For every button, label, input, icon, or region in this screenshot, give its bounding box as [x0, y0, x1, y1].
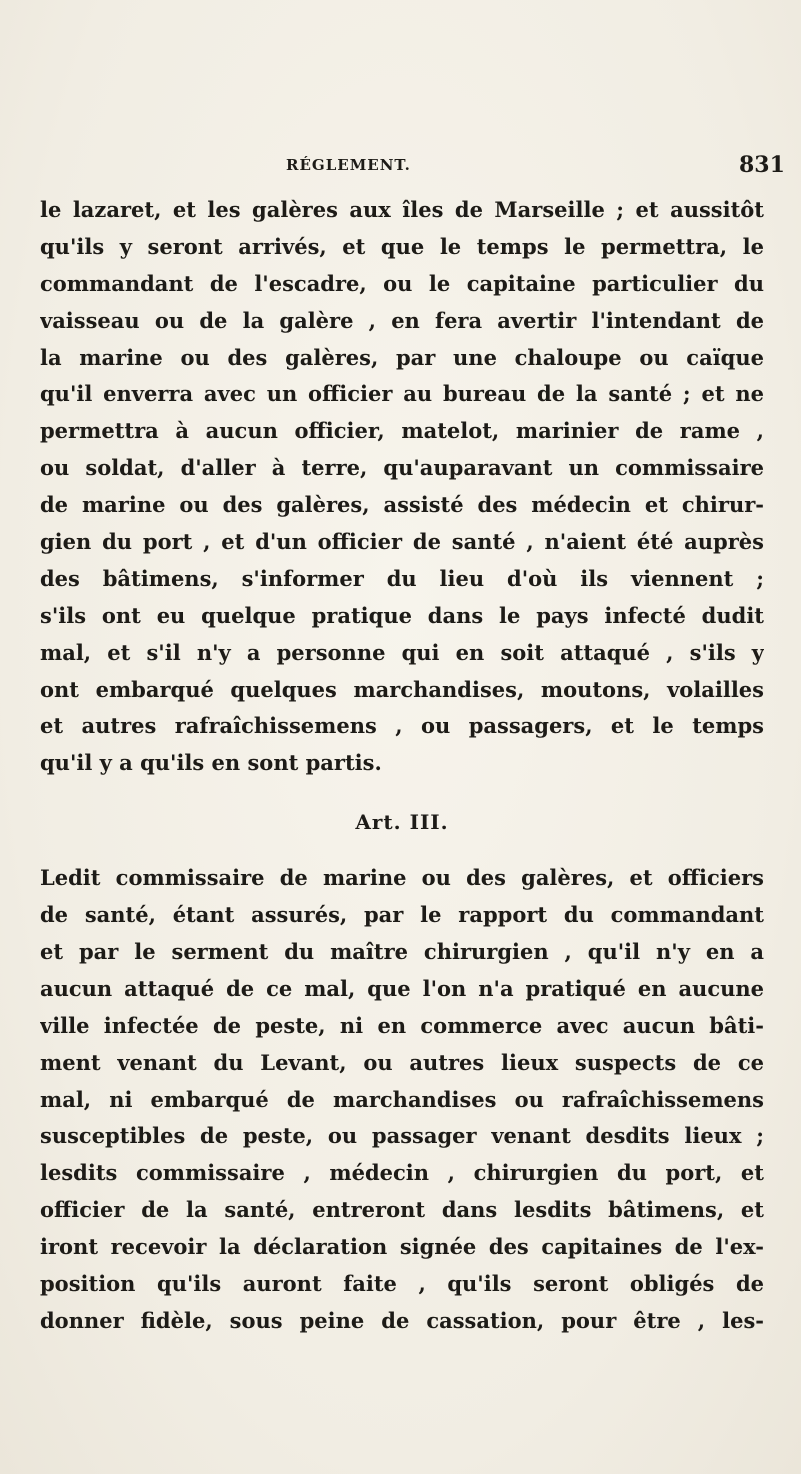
text-line: et autres rafraîchissemens , ou passagers, et le temps [40, 713, 764, 739]
text-line: s'ils ont eu quelque pratique dans le pays infecté dudit [40, 602, 764, 628]
text-line: de marine ou des galères, assisté des médecin et chirur- [40, 492, 764, 518]
text-line: donner fidèle, sous peine de cassation, pour être , les- [40, 1307, 764, 1333]
text-line: ment venant du Levant, ou autres lieux suspects de ce [40, 1049, 764, 1075]
paragraph-2 [40, 860, 764, 1340]
text-line: ont embarqué quelques marchandises, moutons, volailles [40, 676, 764, 702]
text-line: ville infectée de peste, ni en commerce avec aucun bâti- [40, 1012, 764, 1038]
text-line: qu'il y a qu'ils en sont partis. [40, 750, 382, 776]
text-line: le lazaret, et les galères aux îles de Marseille ; et aussitôt [40, 197, 764, 222]
page-number: 831 [739, 152, 785, 178]
text-line: des bâtimens, s'informer du lieu d'où ils viennent ; [40, 565, 764, 591]
text-line: gien du port , et d'un officier de santé , n'aient été auprès [40, 529, 764, 555]
running-head-title: RÉGLEMENT. [286, 156, 411, 174]
text-line: mal, et s'il n'y a personne qui en soit attaqué , s'ils y [40, 639, 764, 665]
text-line: iront recevoir la déclaration signée des capitaines de l'ex- [40, 1234, 764, 1260]
text-line: qu'ils y seront arrivés, et que le temps le permettra, le [40, 233, 764, 259]
text-line: mal, ni embarqué de marchandises ou rafraîchissemens [40, 1086, 764, 1112]
text-line: qu'il enverra avec un officier au bureau de la santé ; et ne [40, 381, 764, 407]
text-line: vaisseau ou de la galère , en fera avertir l'intendant de [40, 307, 764, 333]
body-text [40, 192, 764, 1340]
text-line: aucun attaqué de ce mal, que l'on n'a pratiqué en aucune [40, 975, 764, 1001]
text-line: la marine ou des galères, par une chaloupe ou caïque [40, 344, 764, 370]
text-line: officier de la santé, entreront dans lesdits bâtimens, et [40, 1197, 764, 1223]
text-line: lesdits commissaire , médecin , chirurgien du port, et [40, 1160, 764, 1186]
article-heading: Art. III. [355, 810, 449, 835]
running-head [0, 152, 801, 186]
paragraph-1 [40, 192, 764, 782]
text-line: et par le serment du maître chirurgien , qu'il n'y en a [40, 939, 764, 965]
text-line: Ledit commissaire de marine ou des galères, et officiers [40, 865, 764, 891]
text-line: susceptibles de peste, ou passager venant desdits lieux ; [40, 1123, 764, 1149]
text-line: commandant de l'escadre, ou le capitaine particulier du [40, 270, 764, 296]
text-line: position qu'ils auront faite , qu'ils seront obligés de [40, 1271, 764, 1297]
text-line: ou soldat, d'aller à terre, qu'auparavant un commissaire [40, 455, 764, 481]
text-line: de santé, étant assurés, par le rapport du commandant [40, 902, 764, 928]
text-line: permettra à aucun officier, matelot, marinier de rame , [40, 418, 764, 444]
